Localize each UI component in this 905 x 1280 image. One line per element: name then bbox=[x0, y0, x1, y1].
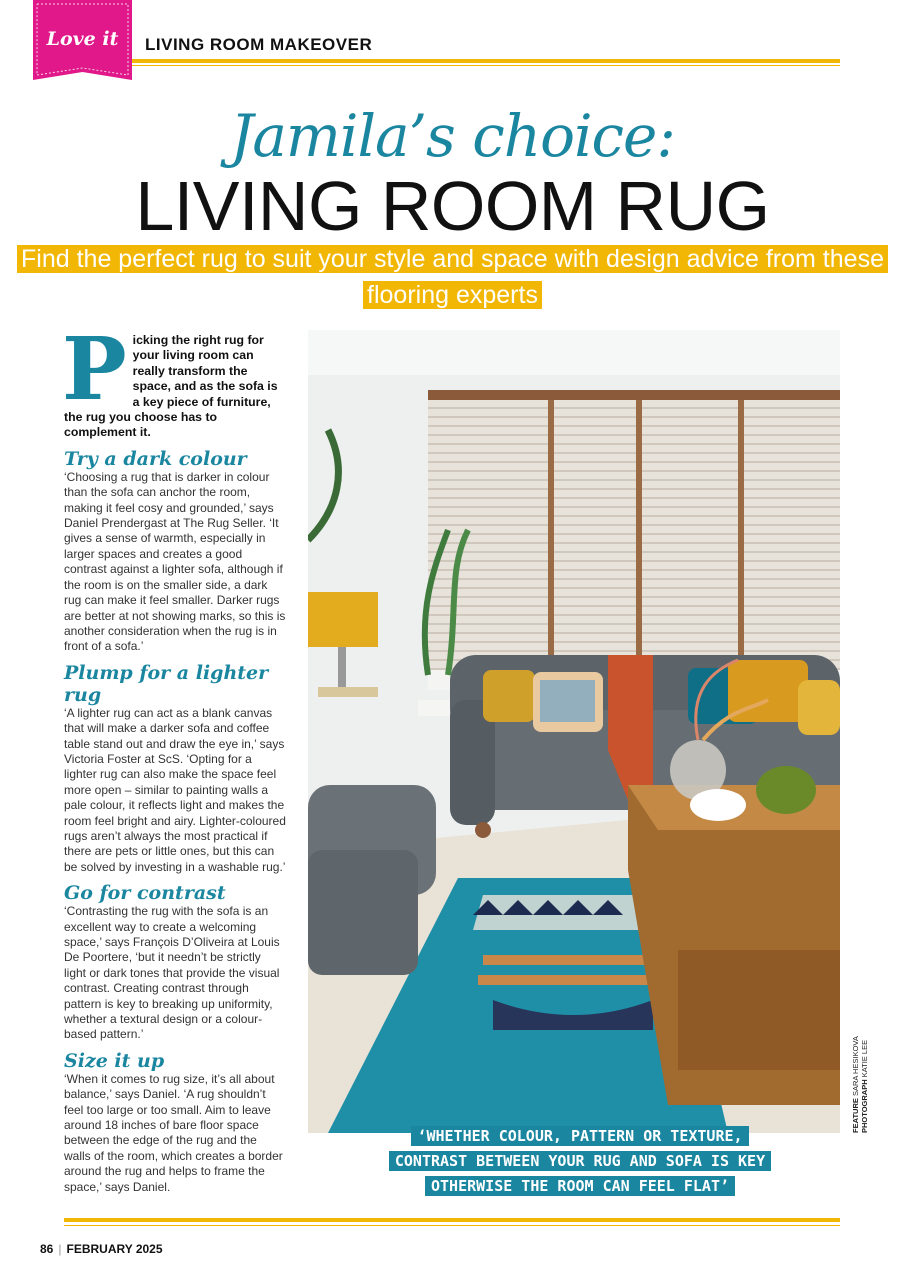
quote-line-3: OTHERWISE THE ROOM CAN FEEL FLAT’ bbox=[425, 1176, 735, 1196]
subhead-lighter-rug: Plump for a lighter rug bbox=[64, 661, 269, 706]
folio-separator: | bbox=[58, 1242, 62, 1256]
yellow-lamp bbox=[308, 592, 378, 647]
window-blinds bbox=[428, 400, 840, 670]
footer-rule bbox=[64, 1218, 840, 1222]
feature-name: SARA HESIKOVA bbox=[851, 1036, 860, 1097]
green-teapot bbox=[756, 766, 816, 814]
page-number: 86 bbox=[40, 1242, 54, 1256]
page-title: LIVING ROOM RUG bbox=[135, 167, 770, 245]
quote-line-2: CONTRAST BETWEEN YOUR RUG AND SOFA IS KEY bbox=[389, 1151, 771, 1171]
living-room-illustration bbox=[308, 330, 840, 1133]
photograph-label: PHOTOGRAPH bbox=[860, 1079, 869, 1133]
paragraph-dark-colour: ‘Choosing a rug that is darker in colour than the sofa can anchor the room, making it feel cosy and grounded,’ says Daniel Prendergast at The Rug Seller. ‘It gives a sense of warmth, especially in larger spaces and creates a good contrast against a lighter sofa, although if the room is on the smaller side, a dark rug can make it feel smaller. Darker rugs are better at not showing marks, so this is another consideration when the rug is in front of a sofa.’ bbox=[64, 469, 286, 654]
page-folio bbox=[40, 1242, 163, 1256]
subhead-size: Size it up bbox=[64, 1049, 165, 1072]
feature-label: FEATURE bbox=[851, 1098, 860, 1133]
subhead-dark-colour: Try a dark colour bbox=[64, 447, 247, 470]
article-column bbox=[62, 319, 286, 1195]
quote-line-1: ‘WHETHER COLOUR, PATTERN OR TEXTURE, bbox=[411, 1126, 748, 1146]
header-rule-thin bbox=[132, 65, 840, 66]
love-it-tag bbox=[33, 0, 132, 80]
paragraph-size: ‘When it comes to rug size, it’s all about balance,’ says Daniel. ‘A rug shouldn’t feel too large or too small. Aim to leave around 18 inches of bare floor space between the edge of the rug and the walls of the room, which creates a border around the rug and helps to frame the space,’ says Daniel. bbox=[64, 1071, 283, 1194]
paragraph-lighter-rug: ‘A lighter rug can act as a blank canvas that will make a darker sofa and coffee table stand out and draw the eye in,’ says Victoria Foster at ScS. ‘Opting for a lighter rug can also make the space feel more open – similar to painting walls a pale colour, it reflects light and makes the room feel bright and airy. Lighter-coloured rugs aren’t always the most practical if there are pets or little ones, but this can be solved by investing in a washable rug.’ bbox=[64, 705, 286, 874]
header-rule bbox=[132, 59, 840, 63]
title-script: Jamila’s choice: bbox=[230, 102, 675, 170]
section-title: LIVING ROOM MAKEOVER bbox=[145, 35, 373, 54]
intro-paragraph bbox=[62, 319, 286, 441]
photograph-name: KATIE LEE bbox=[860, 1039, 869, 1078]
paragraph-contrast: ‘Contrasting the rug with the sofa is an excellent way to create a welcoming space,’ says François D’Oliveira at Louis De Poortere, ‘but it needn’t be strictly light or dark tones that provide the visual contrast. Creating contrast through pattern is key to breaking up uniformity, whether a textural design or a colour-based pattern.’ bbox=[64, 904, 280, 1042]
intro-text: icking the right rug for your living room can really transform the space, and as the sofa is a key piece of furniture, the rug you choose has to complement it. bbox=[64, 333, 278, 440]
living-room-photo bbox=[308, 330, 840, 1133]
standfirst-text: Find the perfect rug to suit your style and space with design advice from these flooring experts bbox=[17, 245, 888, 309]
white-cup bbox=[690, 789, 746, 821]
issue-date: FEBRUARY 2025 bbox=[66, 1242, 163, 1256]
photo-credit bbox=[851, 1036, 869, 1133]
standfirst bbox=[0, 243, 905, 315]
subhead-contrast: Go for contrast bbox=[64, 882, 226, 905]
footer-rule-thin bbox=[64, 1225, 840, 1226]
drop-cap: P bbox=[62, 319, 127, 420]
pull-quote bbox=[300, 1124, 860, 1199]
tag-label: Love it bbox=[46, 28, 119, 50]
